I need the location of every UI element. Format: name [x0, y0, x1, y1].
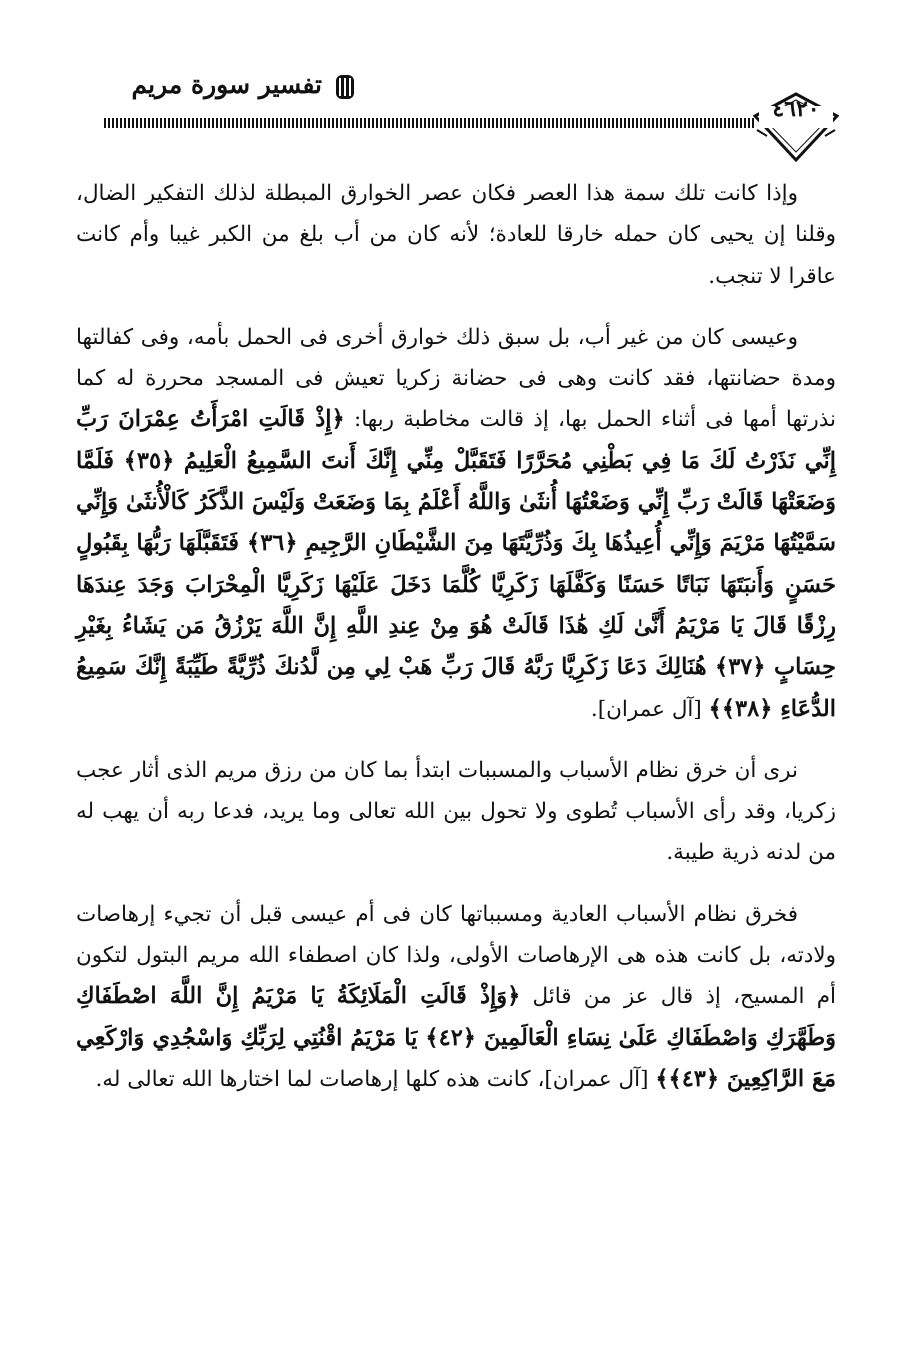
verse-reference-2: [آل عمران]،: [537, 1066, 649, 1092]
paragraph-3: نرى أن خرق نظام الأسباب والمسببات ابتدأ بما كان من رزق مريم الذى أثار عجب زكريا، وقد رأى الأسباب تُطوى ولا تحول بين الله تعالى وما يريد، فدعا ربه أن يهب له من لدنه ذرية طيبة.: [76, 757, 836, 866]
paragraph-2: [76, 317, 836, 730]
paragraph-1: وإذا كانت تلك سمة هذا العصر فكان عصر الخوارق المبطلة لذلك التفكير الضال، وقلنا إن يحيى كان حمله خارقا للعادة؛ لأنه كان من أب بلغ من الكبر غيبا وأم كانت عاقرا لا تنجب.: [76, 181, 836, 289]
paragraph-2-text: وعيسى كان من غير أب، بل سبق ذلك خوارق أخرى فى الحمل بأمه، وفى كفالتها ومدة حضانتها، فقد كانت وهى فى حضانة زكريا تعيش فى المسجد محررة له كما نذرتها أمها فى أثناء الحمل بها، إذ قالت مخاطبة ربها:: [76, 324, 837, 433]
quran-verse-1: ﴿إِذْ قَالَتِ امْرَأَتُ عِمْرَانَ رَبِّ إِنِّي نَذَرْتُ لَكَ مَا فِي بَطْنِي مُحَرَّرًا فَتَقَبَّلْ مِنِّي إِنَّكَ أَنتَ السَّمِيعُ الْعَلِيمُ ﴿٣٥﴾ فَلَمَّا وَضَعَتْهَا قَالَتْ رَبِّ إِنِّي وَضَعْتُهَا أُنثَىٰ وَاللَّهُ أَعْلَمُ بِمَا وَضَعَتْ وَلَيْسَ الذَّكَرُ كَالْأُنثَىٰ وَإِنِّي سَمَّيْتُهَا مَرْيَمَ وَإِنِّي أُعِيذُهَا بِكَ وَذُرِّيَّتَهَا مِنَ الشَّيْطَانِ الرَّجِيمِ ﴿٣٦﴾ فَتَقَبَّلَهَا رَبُّهَا بِقَبُولٍ حَسَنٍ وَأَنبَتَهَا نَبَاتًا حَسَنًا وَكَفَّلَهَا زَكَرِيَّا كُلَّمَا دَخَلَ عَلَيْهَا زَكَرِيَّا الْمِحْرَابَ وَجَدَ عِندَهَا رِزْقًا قَالَ يَا مَرْيَمُ أَنَّىٰ لَكِ هَٰذَا قَالَتْ هُوَ مِنْ عِندِ اللَّهِ إِنَّ اللَّهَ يَرْزُقُ مَن يَشَاءُ بِغَيْرِ حِسَابٍ ﴿٣٧﴾ هُنَالِكَ دَعَا زَكَرِيَّا رَبَّهُ قَالَ رَبِّ هَبْ لِي مِن لَّدُنكَ ذُرِّيَّةً طَيِّبَةً إِنَّكَ سَمِيعُ الدُّعَاءِ ﴿٣٨﴾﴾: [76, 406, 836, 722]
quran-verse-2: ﴿وَإِذْ قَالَتِ الْمَلَائِكَةُ يَا مَرْيَمُ إِنَّ اللَّهَ اصْطَفَاكِ وَطَهَّرَكِ وَاصْطَفَاكِ عَلَىٰ نِسَاءِ الْعَالَمِينَ ﴿٤٢﴾ يَا مَرْيَمُ اقْنُتِي لِرَبِّكِ وَاسْجُدِي وَارْكَعِي مَعَ الرَّاكِعِينَ ﴿٤٣﴾﴾: [76, 983, 836, 1092]
verse-reference-1: [آل عمران].: [590, 696, 702, 722]
page-number: ٤٦٢٠: [772, 96, 820, 122]
title-ornament-icon: [334, 72, 356, 102]
running-title: تفسير سورة مريم: [131, 70, 322, 99]
paragraph-4: [76, 894, 836, 1100]
page-header: [0, 0, 909, 175]
page-number-badge: [753, 92, 839, 162]
paragraph-4-ending: كانت هذه كلها إرهاصات لما اختارها الله تعالى له.: [95, 1066, 531, 1092]
header-rule: [104, 118, 754, 128]
page-body: [76, 173, 836, 1120]
paragraph-4-text: فخرق نظام الأسباب العادية ومسبباتها كان فى أم عيسى قبل أن تجيء إرهاصات ولادته، بل كانت هذه هى الإرهاصات الأولى، ولذا كان اصطفاء الله مريم البتول لتكون أم المسيح، إذ قال عز من قائل: [76, 901, 836, 1010]
